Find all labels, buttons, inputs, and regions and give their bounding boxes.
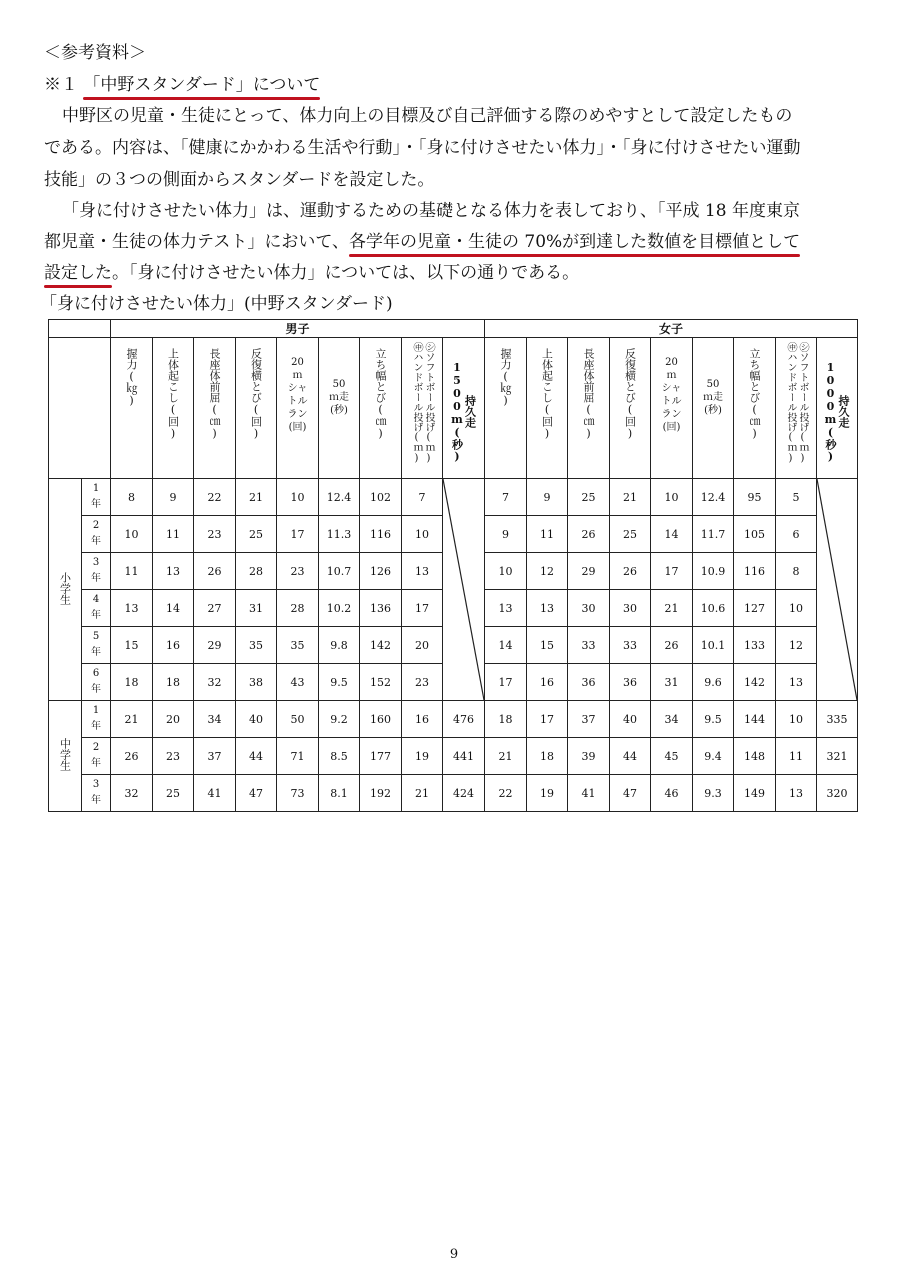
value-cell-boys: 21 bbox=[236, 479, 277, 516]
value-cell-girls: 21 bbox=[651, 590, 693, 627]
value-cell-girls: 14 bbox=[651, 516, 693, 553]
school-junior: 中学生 bbox=[49, 701, 82, 812]
value-cell-girls: 11 bbox=[527, 516, 568, 553]
value-cell-girls: 46 bbox=[651, 775, 693, 812]
page-number: 9 bbox=[449, 1247, 459, 1262]
value-cell-boys: 12.4 bbox=[319, 479, 360, 516]
value-cell-boys: 10 bbox=[111, 516, 153, 553]
value-cell-boys: 50 bbox=[277, 701, 319, 738]
value-cell-girls: 33 bbox=[610, 627, 651, 664]
value-cell-boys: 10.2 bbox=[319, 590, 360, 627]
header-grip-boys: 握力(㎏) bbox=[111, 338, 153, 479]
value-cell-girls: 26 bbox=[651, 627, 693, 664]
header-sitreach-girls: 長座体前屈(㎝) bbox=[568, 338, 610, 479]
header-jump-girls: 立ち幅とび(㎝) bbox=[734, 338, 776, 479]
value-cell-girls: 14 bbox=[485, 627, 527, 664]
value-cell-girls: 16 bbox=[527, 664, 568, 701]
value-cell-boys: 17 bbox=[402, 590, 443, 627]
header-sitreach-boys: 長座体前屈(㎝) bbox=[194, 338, 236, 479]
value-cell-boys: 35 bbox=[277, 627, 319, 664]
header-situp-girls: 上体起こし(回) bbox=[527, 338, 568, 479]
value-cell-girls: 29 bbox=[568, 553, 610, 590]
value-cell-boys: 21 bbox=[111, 701, 153, 738]
value-cell-girls: 22 bbox=[485, 775, 527, 812]
value-cell-girls: 12.4 bbox=[693, 479, 734, 516]
value-cell-boys: 18 bbox=[111, 664, 153, 701]
value-cell-boys: 10.7 bbox=[319, 553, 360, 590]
value-cell-girls: 127 bbox=[734, 590, 776, 627]
value-cell-boys: 13 bbox=[153, 553, 194, 590]
para1-line3: 技能」の３つの側面からスタンダードを設定した。 bbox=[44, 170, 435, 190]
value-cell-girls: 13 bbox=[527, 590, 568, 627]
value-cell-boys: 16 bbox=[153, 627, 194, 664]
value-cell-boys: 26 bbox=[111, 738, 153, 775]
value-cell-boys: 7 bbox=[402, 479, 443, 516]
value-cell-girls: 17 bbox=[527, 701, 568, 738]
value-cell-girls: 10 bbox=[485, 553, 527, 590]
group-girls: 女子 bbox=[485, 320, 858, 338]
value-cell-girls: 19 bbox=[527, 775, 568, 812]
value-cell-girls: 21 bbox=[610, 479, 651, 516]
header-shuttle-girls: 20 ｍ シャトルラン (回) bbox=[651, 338, 693, 479]
value-cell-boys: 116 bbox=[360, 516, 402, 553]
value-cell-girls: 9.4 bbox=[693, 738, 734, 775]
value-cell-girls: 30 bbox=[610, 590, 651, 627]
value-cell-girls: 5 bbox=[776, 479, 817, 516]
value-cell-boys: 18 bbox=[153, 664, 194, 701]
para1-line1: 中野区の児童・生徒にとって、体力向上の目標及び自己評価する際のめやすとして設定したもの bbox=[62, 106, 793, 126]
value-cell-boys: 177 bbox=[360, 738, 402, 775]
value-cell-boys: 27 bbox=[194, 590, 236, 627]
value-cell-girls: 11.7 bbox=[693, 516, 734, 553]
value-cell-girls: 105 bbox=[734, 516, 776, 553]
value-cell-boys: 47 bbox=[236, 775, 277, 812]
grade-cell: 1 年 bbox=[82, 479, 111, 516]
value-cell-boys: 14 bbox=[153, 590, 194, 627]
value-cell-girls: 37 bbox=[568, 701, 610, 738]
header-situp-boys: 上体起こし(回) bbox=[153, 338, 194, 479]
value-cell-boys: 25 bbox=[153, 775, 194, 812]
value-cell-boys: 11.3 bbox=[319, 516, 360, 553]
value-cell-boys: 31 bbox=[236, 590, 277, 627]
value-cell-girls: 18 bbox=[527, 738, 568, 775]
value-cell-boys: 11 bbox=[153, 516, 194, 553]
table-row bbox=[49, 738, 858, 775]
value-cell-boys: 8.1 bbox=[319, 775, 360, 812]
diagonal-empty-girls bbox=[817, 479, 858, 701]
value-cell-girls: 10 bbox=[651, 479, 693, 516]
value-cell-boys: 21 bbox=[402, 775, 443, 812]
value-cell-girls: 45 bbox=[651, 738, 693, 775]
value-cell-girls: 40 bbox=[610, 701, 651, 738]
value-cell-boys: 28 bbox=[236, 553, 277, 590]
value-cell-girls: 31 bbox=[651, 664, 693, 701]
header-grip-girls: 握力(㎏) bbox=[485, 338, 527, 479]
value-cell-boys: 20 bbox=[402, 627, 443, 664]
grade-cell: 5 年 bbox=[82, 627, 111, 664]
table-row bbox=[49, 701, 858, 738]
value-cell-boys: 9 bbox=[153, 479, 194, 516]
value-cell-girls: 6 bbox=[776, 516, 817, 553]
value-cell-boys: 22 bbox=[194, 479, 236, 516]
value-cell-girls: 10 bbox=[776, 590, 817, 627]
note-mark: ※１ bbox=[44, 75, 78, 95]
para2-underlined-end: 設定した bbox=[44, 263, 112, 283]
value-cell-boys: 17 bbox=[277, 516, 319, 553]
value-cell-girls: 44 bbox=[610, 738, 651, 775]
value-cell-girls: 149 bbox=[734, 775, 776, 812]
value-cell-girls: 36 bbox=[568, 664, 610, 701]
value-cell-girls: 9 bbox=[485, 516, 527, 553]
value-cell-girls: 33 bbox=[568, 627, 610, 664]
value-cell-girls: 9.6 bbox=[693, 664, 734, 701]
value-cell-boys: 9.5 bbox=[319, 664, 360, 701]
value-cell-boys: 40 bbox=[236, 701, 277, 738]
value-cell-boys: 26 bbox=[194, 553, 236, 590]
value-cell-girls: 34 bbox=[651, 701, 693, 738]
value-cell-boys: 192 bbox=[360, 775, 402, 812]
value-cell-boys: 25 bbox=[236, 516, 277, 553]
value-cell-boys: 73 bbox=[277, 775, 319, 812]
value-cell-boys: 8.5 bbox=[319, 738, 360, 775]
value-cell-boys: 41 bbox=[194, 775, 236, 812]
header-run-boys: 持久走1500m(秒) bbox=[443, 338, 485, 479]
value-cell-girls: 335 bbox=[817, 701, 858, 738]
value-cell-girls: 13 bbox=[485, 590, 527, 627]
value-cell-boys: 29 bbox=[194, 627, 236, 664]
value-cell-girls: 41 bbox=[568, 775, 610, 812]
header-throw-boys: ㋛ソフトボール投げ(ｍ) ㊥ハンドボール投げ(ｍ) bbox=[402, 338, 443, 479]
value-cell-boys: 32 bbox=[194, 664, 236, 701]
reference-title: ＜参考資料＞ bbox=[44, 43, 146, 63]
value-cell-girls: 11 bbox=[776, 738, 817, 775]
header-throw-girls: ㋛ソフトボール投げ(ｍ) ㊥ハンドボール投げ(ｍ) bbox=[776, 338, 817, 479]
value-cell-boys: 37 bbox=[194, 738, 236, 775]
value-cell-boys: 23 bbox=[277, 553, 319, 590]
para2-line2-start: 都児童・生徒の体力テスト」において、 bbox=[44, 232, 349, 252]
para2-line2 bbox=[44, 231, 800, 253]
value-cell-boys: 16 bbox=[402, 701, 443, 738]
value-cell-boys: 32 bbox=[111, 775, 153, 812]
para1-line2: である。内容は、「健康にかかわる生活や行動」・「身に付けさせたい体力」・「身に付けさせたい運動 bbox=[44, 138, 801, 158]
standards-table bbox=[48, 319, 858, 812]
value-cell-girls: 13 bbox=[776, 664, 817, 701]
value-cell-boys: 152 bbox=[360, 664, 402, 701]
note-heading: 「中野スタンダード」について bbox=[83, 75, 321, 95]
value-cell-boys: 9.8 bbox=[319, 627, 360, 664]
value-cell-boys: 102 bbox=[360, 479, 402, 516]
value-cell-boys: 23 bbox=[194, 516, 236, 553]
value-cell-girls: 12 bbox=[776, 627, 817, 664]
corner-cell-2 bbox=[49, 338, 111, 479]
value-cell-girls: 47 bbox=[610, 775, 651, 812]
value-cell-girls: 95 bbox=[734, 479, 776, 516]
value-cell-girls: 13 bbox=[776, 775, 817, 812]
value-cell-boys: 126 bbox=[360, 553, 402, 590]
value-cell-girls: 17 bbox=[651, 553, 693, 590]
header-jump-boys: 立ち幅とび(㎝) bbox=[360, 338, 402, 479]
value-cell-boys: 44 bbox=[236, 738, 277, 775]
value-cell-girls: 144 bbox=[734, 701, 776, 738]
value-cell-boys: 20 bbox=[153, 701, 194, 738]
group-boys: 男子 bbox=[111, 320, 485, 338]
value-cell-girls: 10 bbox=[776, 701, 817, 738]
value-cell-girls: 36 bbox=[610, 664, 651, 701]
value-cell-boys: 10 bbox=[402, 516, 443, 553]
value-cell-girls: 26 bbox=[568, 516, 610, 553]
value-cell-boys: 8 bbox=[111, 479, 153, 516]
diagonal-empty-boys bbox=[443, 479, 485, 701]
grade-cell: 4 年 bbox=[82, 590, 111, 627]
value-cell-girls: 142 bbox=[734, 664, 776, 701]
school-elementary: 小学生 bbox=[49, 479, 82, 701]
value-cell-girls: 18 bbox=[485, 701, 527, 738]
value-cell-girls: 30 bbox=[568, 590, 610, 627]
table-row bbox=[49, 775, 858, 812]
value-cell-boys: 13 bbox=[111, 590, 153, 627]
value-cell-girls: 10.1 bbox=[693, 627, 734, 664]
grade-cell: 1 年 bbox=[82, 701, 111, 738]
para2-line3 bbox=[44, 262, 579, 284]
value-cell-girls: 7 bbox=[485, 479, 527, 516]
value-cell-girls: 8 bbox=[776, 553, 817, 590]
value-cell-boys: 136 bbox=[360, 590, 402, 627]
value-cell-boys: 11 bbox=[111, 553, 153, 590]
value-cell-boys: 9.2 bbox=[319, 701, 360, 738]
table-caption: 「身に付けさせたい体力」(中野スタンダード) bbox=[40, 294, 393, 314]
para2-underlined-text: 各学年の児童・生徒の 70%が到達した数値を目標値として bbox=[348, 232, 801, 252]
note-heading-line bbox=[44, 74, 320, 96]
value-cell-girls: 21 bbox=[485, 738, 527, 775]
value-cell-girls: 321 bbox=[817, 738, 858, 775]
value-cell-boys: 43 bbox=[277, 664, 319, 701]
header-sidestep-girls: 反復横とび(回) bbox=[610, 338, 651, 479]
value-cell-boys: 15 bbox=[111, 627, 153, 664]
value-cell-boys: 13 bbox=[402, 553, 443, 590]
value-cell-girls: 25 bbox=[568, 479, 610, 516]
value-cell-girls: 116 bbox=[734, 553, 776, 590]
value-cell-girls: 10.9 bbox=[693, 553, 734, 590]
value-cell-boys: 38 bbox=[236, 664, 277, 701]
value-cell-girls: 9 bbox=[527, 479, 568, 516]
value-cell-girls: 17 bbox=[485, 664, 527, 701]
header-dash-girls: 50 ｍ走 (秒) bbox=[693, 338, 734, 479]
header-run-girls: 持久走1000m(秒) bbox=[817, 338, 858, 479]
para2-line1: 「身に付けさせたい体力」は、運動するための基礎となる体力を表しており、「平成 18 年度東京 bbox=[62, 201, 800, 221]
grade-cell: 3 年 bbox=[82, 553, 111, 590]
value-cell-boys: 23 bbox=[153, 738, 194, 775]
value-cell-girls: 12 bbox=[527, 553, 568, 590]
value-cell-girls: 320 bbox=[817, 775, 858, 812]
value-cell-boys: 34 bbox=[194, 701, 236, 738]
grade-cell: 2 年 bbox=[82, 516, 111, 553]
value-cell-boys: 35 bbox=[236, 627, 277, 664]
table-row bbox=[49, 479, 858, 516]
value-cell-boys: 19 bbox=[402, 738, 443, 775]
value-cell-boys: 71 bbox=[277, 738, 319, 775]
value-cell-boys: 476 bbox=[443, 701, 485, 738]
grade-cell: 2 年 bbox=[82, 738, 111, 775]
para2-line3-rest: 。「身に付けさせたい体力」については、以下の通りである。 bbox=[112, 263, 580, 283]
value-cell-girls: 9.3 bbox=[693, 775, 734, 812]
value-cell-girls: 133 bbox=[734, 627, 776, 664]
value-cell-boys: 142 bbox=[360, 627, 402, 664]
header-dash-boys: 50 ｍ走 (秒) bbox=[319, 338, 360, 479]
corner-cell bbox=[49, 320, 111, 338]
value-cell-girls: 25 bbox=[610, 516, 651, 553]
value-cell-girls: 39 bbox=[568, 738, 610, 775]
header-shuttle-boys: 20 ｍ シャトルラン (回) bbox=[277, 338, 319, 479]
value-cell-boys: 23 bbox=[402, 664, 443, 701]
value-cell-girls: 148 bbox=[734, 738, 776, 775]
value-cell-girls: 10.6 bbox=[693, 590, 734, 627]
value-cell-boys: 424 bbox=[443, 775, 485, 812]
value-cell-girls: 26 bbox=[610, 553, 651, 590]
value-cell-boys: 160 bbox=[360, 701, 402, 738]
header-sidestep-boys: 反復横とび(回) bbox=[236, 338, 277, 479]
value-cell-boys: 10 bbox=[277, 479, 319, 516]
value-cell-boys: 441 bbox=[443, 738, 485, 775]
value-cell-girls: 15 bbox=[527, 627, 568, 664]
grade-cell: 6 年 bbox=[82, 664, 111, 701]
value-cell-girls: 9.5 bbox=[693, 701, 734, 738]
grade-cell: 3 年 bbox=[82, 775, 111, 812]
value-cell-boys: 28 bbox=[277, 590, 319, 627]
